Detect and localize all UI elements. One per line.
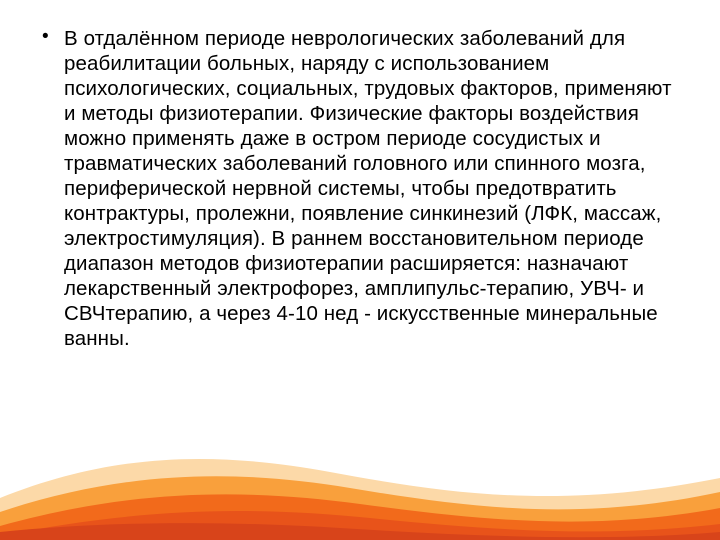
wave-svg bbox=[0, 380, 720, 540]
wave-deep-layer bbox=[0, 523, 720, 540]
wave-light-layer bbox=[0, 476, 720, 540]
bullet-list bbox=[38, 26, 680, 351]
wave-pale-layer bbox=[0, 459, 720, 540]
wave-mid-layer bbox=[0, 494, 720, 540]
wave-dark-layer bbox=[0, 511, 720, 540]
list-item: • В отдалённом периоде неврологических заболеваний для реабилитации больных, наряду с использованием психологических, социальных, трудовых факторов, применяют и методы физиотерапии. Физические факторы воздействия можно применять даже в остром периоде сосудистых и травматических заболеваний головного или спинного мозга, периферической нервной системы, чтобы предотвратить контрактуры, пролежни, появление синкинезий (ЛФК, массаж, электростимуляция). В раннем восстановительном периоде диапазон методов физиотерапии расширяется: назначают лекарственный электрофорез, амплипульс-терапию, УВЧ- и СВЧтерапию, а через 4-10 нед - искусственные минеральные ванны. bbox=[38, 26, 680, 351]
decorative-wave-graphic bbox=[0, 380, 720, 540]
